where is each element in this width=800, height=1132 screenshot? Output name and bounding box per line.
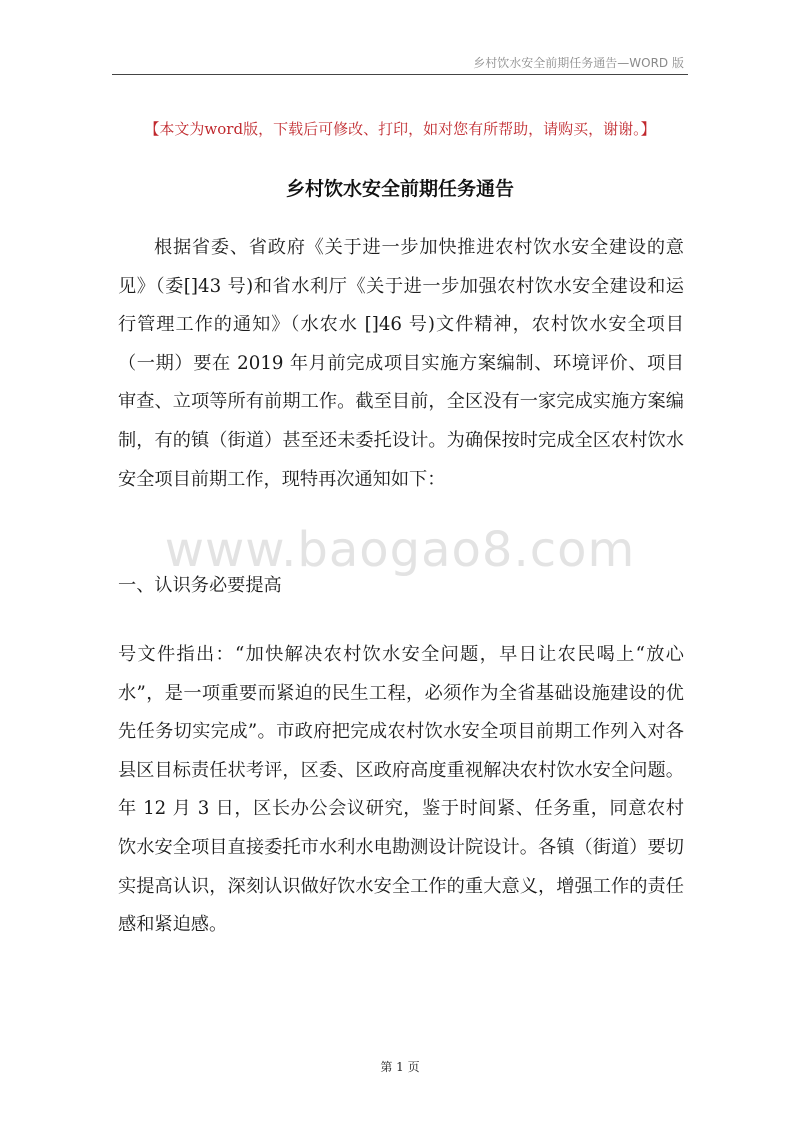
document-title: 乡村饮水安全前期任务通告: [285, 178, 514, 200]
site-watermark: www.baogao8.com: [164, 522, 636, 578]
intro-paragraph: 根据省委、省政府《关于进一步加快推进农村饮水安全建设的意见》（委[]43 号)和省水利厅《关于进一步加强农村饮水安全建设和运行管理工作的通知》（水农水 []46 号)文件精神，农村饮水安全项目（一期）要在 2019 年月前完成项目实施方案编制、环境评价、项目审查、立项等所有前期工作。截至目前，全区没有一家完成实施方案编制，有的镇（街道）甚至还未委托设计。为确保按时完成全区农村饮水安全项目前期工作，现特再次通知如下：: [118, 237, 684, 490]
header-divider: [112, 74, 688, 75]
section-heading-1: 一、认识务必要提高: [118, 575, 282, 596]
running-header: 乡村饮水安全前期任务通告—WORD 版: [473, 56, 684, 70]
download-notice: 【本文为word版，下载后可修改、打印，如对您有所帮助，请购买，谢谢。】: [144, 120, 656, 138]
page-number: 第 1 页: [380, 1060, 420, 1074]
section-1-paragraph: 号文件指出：“加快解决农村饮水安全问题，早日让农民喝上“放心水”，是一项重要而紧迫的民生工程，必须作为全省基础设施建设的优先任务切实完成”。市政府把完成农村饮水安全项目前期工作列入对各县区目标责任状考评，区委、区政府高度重视解决农村饮水安全问题。年 12 月 3 日，区长办公会议研究，鉴于时间紧、任务重，同意农村饮水安全项目直接委托市水利水电勘测设计院设计。各镇（街道）要切实提高认识，深刻认识做好饮水安全工作的重大意义，增强工作的责任感和紧迫感。: [118, 644, 684, 936]
